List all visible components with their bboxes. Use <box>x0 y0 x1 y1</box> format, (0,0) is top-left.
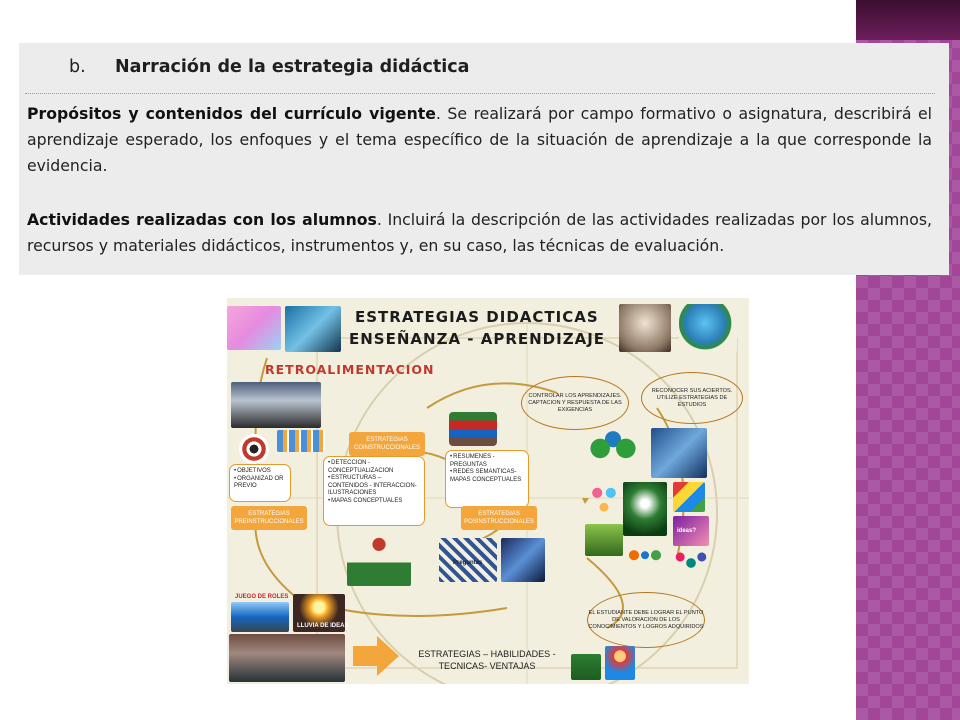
puzzle-image <box>673 482 705 512</box>
text-card <box>19 43 949 275</box>
preguntas-label: Preguntas <box>453 560 483 566</box>
paragraph-lead: Propósitos y contenidos del currículo vigente <box>27 104 436 123</box>
speech-bubbles-image <box>501 538 545 582</box>
pre-instruccionales-tag: ESTRATEGIAS PREINSTRUCCIONALES <box>231 506 307 530</box>
co-item: • MAPAS CONCEPTUALES <box>328 498 420 506</box>
target-icon <box>239 434 269 464</box>
juego-roles-label: JUEGO DE ROLES <box>235 594 289 600</box>
pre-instruccionales-box <box>229 464 291 502</box>
role-play-image <box>231 602 289 632</box>
pos-instruccionales-box <box>445 450 529 508</box>
people-network-image <box>581 430 645 476</box>
section-number: b. <box>69 57 86 77</box>
einstein-image <box>619 304 671 352</box>
paragraph-propositos <box>27 101 932 179</box>
paragraph-text: . Se realizará por campo formativo o asignatura, describirá el aprendizaje esperado, los enfoques y el tema específico de la situación de aprendizaje a la que corresponde la evidencia. <box>27 104 933 175</box>
co-instruccionales-box <box>323 456 425 526</box>
paragraph-lead: Actividades realizadas con los alumnos <box>27 210 377 229</box>
classroom-board-image <box>571 654 601 680</box>
pos-item: • RESUMENES - PREGUNTAS <box>450 454 524 469</box>
section-heading <box>69 57 469 77</box>
orange-arrow-icon <box>353 636 399 676</box>
strategies-infographic <box>227 298 749 684</box>
pre-item: • ORGANIZAD OR PREVIO <box>234 476 286 491</box>
teacher-group-image <box>347 534 411 586</box>
paragraph-text: . Incluirá la descripción de las actividades realizadas por los alumnos, recursos y materiales didácticos, instrumentos y, en su caso, las técnicas de evaluación. <box>27 210 932 255</box>
book-cube-image <box>651 428 707 478</box>
dotted-divider <box>25 93 935 94</box>
infographic-title-line1: ESTRATEGIAS DIDACTICAS <box>355 308 599 326</box>
success-figure-image <box>623 482 667 536</box>
controlar-aprendizajes-oval: CONTROLAR LOS APRENDIZAJES. CAPTACION Y RESPUESTA DE LAS EXIGENCIAS <box>521 376 629 430</box>
infographic-title-line2: ENSEÑANZA - APRENDIZAJE <box>349 330 606 348</box>
connected-people-image <box>673 548 709 578</box>
globe-hands-image <box>679 304 737 352</box>
chess-pieces-image <box>585 524 623 556</box>
brains-lightbulb-image <box>227 306 281 350</box>
co-instruccionales-tag: ESTRATEGIAS COINSTRUCCIONALES <box>349 432 425 456</box>
retroalimentacion-label: RETROALIMENTACION <box>265 362 435 377</box>
classroom-photo-image <box>229 634 345 682</box>
paragraph-actividades <box>27 207 932 259</box>
bottom-caption-line1: ESTRATEGIAS – HABILIDADES - <box>418 649 556 659</box>
co-item: • ESTRUCTURAS – CONTENIDOS - INTERACCION- ILUSTRACIONES <box>328 475 420 498</box>
colorful-circles-image <box>587 482 621 518</box>
bottom-caption <box>397 648 577 672</box>
decorative-side-band-top <box>856 0 960 40</box>
reconocer-aciertos-oval: RECONOCER SUS ACIERTOS. UTILIZE ESTRATEGIAS DE ESTUDIOS <box>641 372 743 424</box>
estudiante-valoracion-oval: EL ESTUDIANTE DEBE LOGRAR EL PUNTO DE VALORACION DE LOS CONOCIMIENTOS Y LOGROS ADQUIRIDOS <box>587 592 705 648</box>
lluvia-ideas-label: LLUVIA DE IDEAS <box>297 623 349 629</box>
bottom-caption-line2: TECNICAS- VENTAJAS <box>438 661 536 671</box>
co-item: • DETECCION - CONCEPTUALIZACION <box>328 460 420 475</box>
chart-thumbnail-image <box>277 430 325 452</box>
team-figures-image <box>623 540 667 578</box>
student-cartoon-image <box>605 646 635 680</box>
thinker-silhouette-image <box>285 306 341 352</box>
pos-item: • REDES SEMANTICAS- MAPAS CONCEPTUALES <box>450 469 524 484</box>
pos-instruccionales-tag: ESTRATEGIAS POSINSTRUCCIONALES <box>461 506 537 530</box>
meeting-photo-image <box>231 382 321 428</box>
pre-item: • OBJETIVOS <box>234 468 286 476</box>
ideas-label: ideas? <box>677 528 697 534</box>
section-title: Narración de la estrategia didáctica <box>115 57 470 77</box>
books-image <box>449 412 497 446</box>
